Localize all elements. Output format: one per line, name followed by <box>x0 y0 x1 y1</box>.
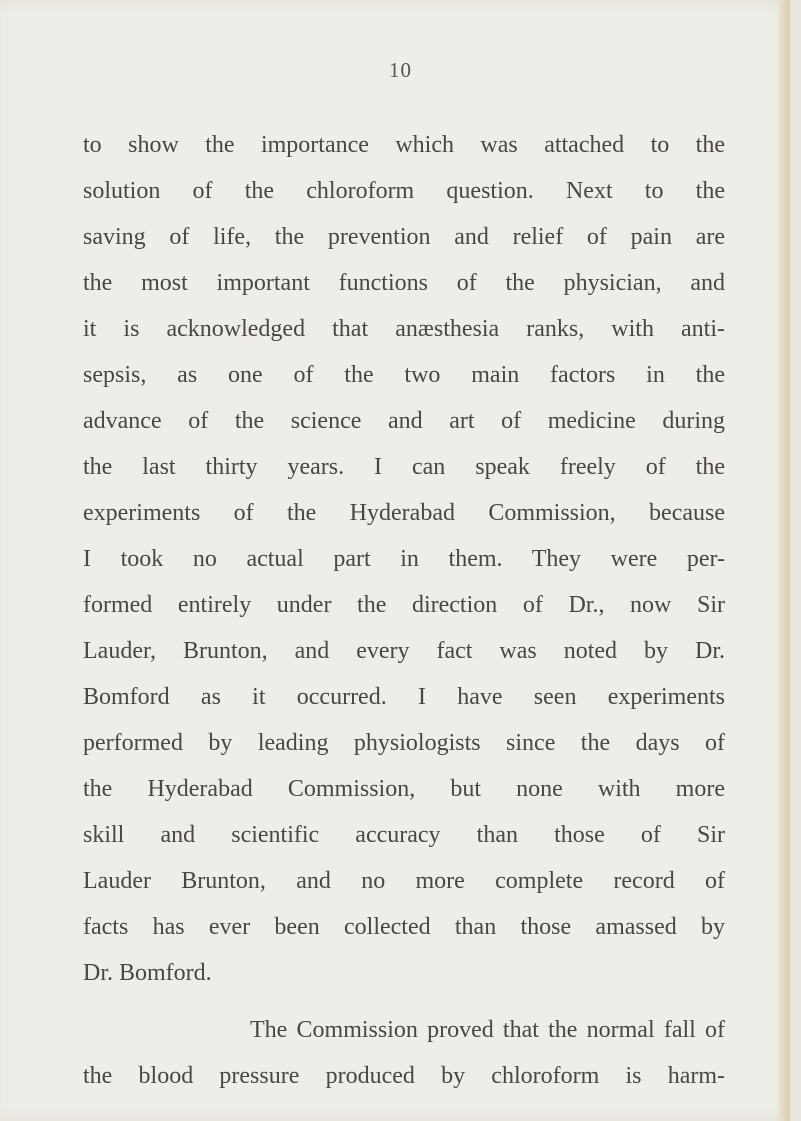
text-line: the last thirty years. I can speak freely of the <box>83 454 725 480</box>
text-line: facts has ever been collected than those amassed by <box>83 914 725 940</box>
text-line: Bomford as it occurred. I have seen experiments <box>83 684 725 710</box>
page-number: 10 <box>389 58 412 82</box>
text-line: skill and scientific accuracy than those of Sir <box>83 822 725 848</box>
text-line: it is acknowledged that anæsthesia ranks, with anti- <box>83 316 725 342</box>
text-line: the blood pressure produced by chloroform is harm- <box>83 1063 725 1089</box>
text-line: to show the importance which was attached to the <box>83 132 725 158</box>
page-edge <box>779 0 790 1121</box>
text-line: saving of life, the prevention and relief of pain are <box>83 224 725 250</box>
text-line: the Hyderabad Commission, but none with more <box>83 776 725 802</box>
paragraph-1 <box>83 122 725 996</box>
text-line: The Commission proved that the normal fall of <box>250 1017 725 1043</box>
text-line: advance of the science and art of medicine during <box>83 408 725 434</box>
text-line: the most important functions of the physician, and <box>83 270 725 296</box>
text-line: sepsis, as one of the two main factors in the <box>83 362 725 388</box>
paragraph-2 <box>83 1007 725 1099</box>
text-line: Dr. Bomford. <box>83 960 212 986</box>
text-line: Lauder, Brunton, and every fact was noted by Dr. <box>83 638 725 664</box>
text-line: formed entirely under the direction of Dr., now Sir <box>83 592 725 618</box>
text-line: performed by leading physiologists since the days of <box>83 730 725 756</box>
text-line: experiments of the Hyderabad Commission, because <box>83 500 725 526</box>
text-line: solution of the chloroform question. Next to the <box>83 178 725 204</box>
text-line: I took no actual part in them. They were per- <box>83 546 725 572</box>
text-line: Lauder Brunton, and no more complete record of <box>83 868 725 894</box>
